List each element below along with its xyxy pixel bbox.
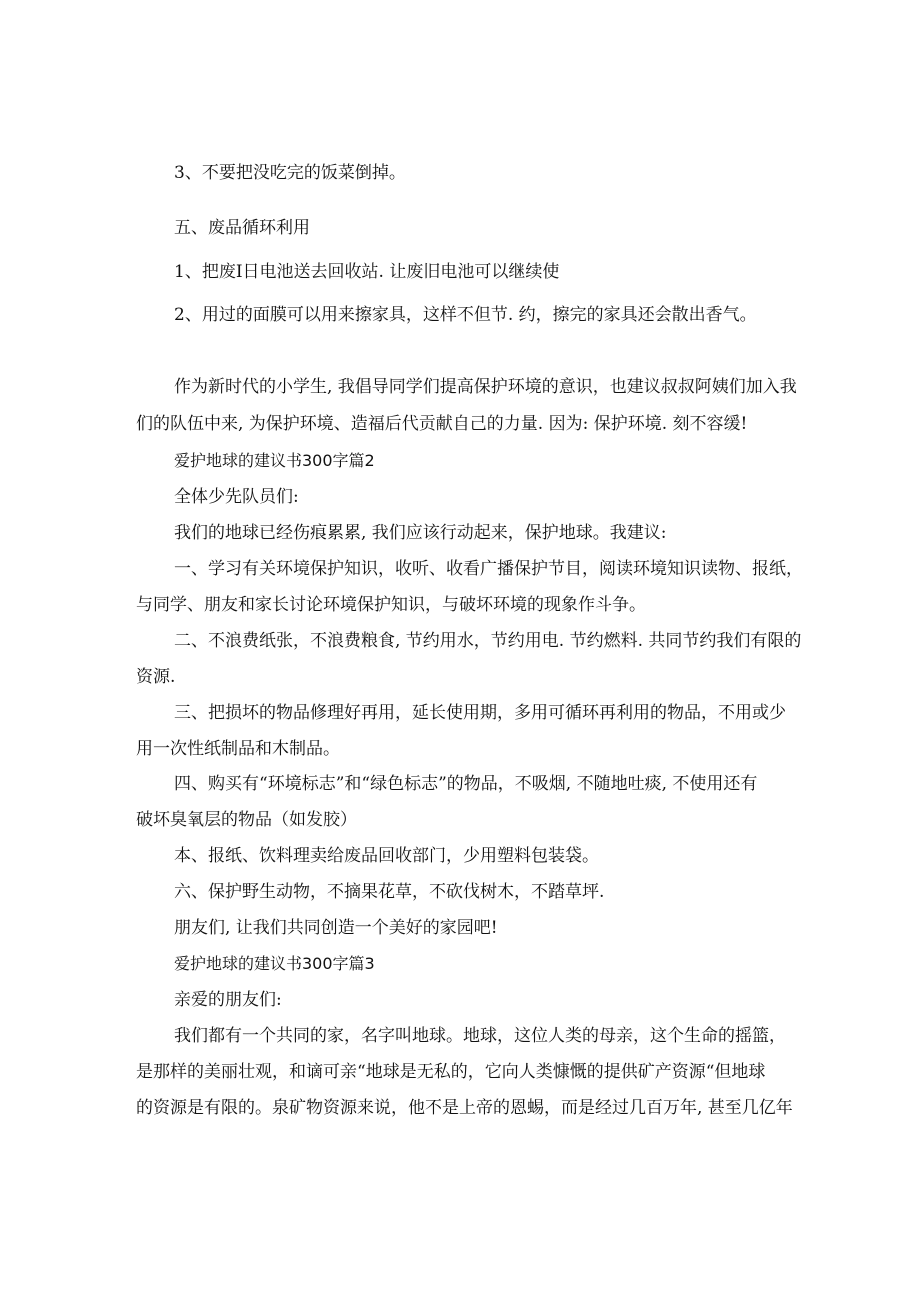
greeting-line-3: 亲爱的朋友们:: [174, 990, 282, 1010]
paragraph-line-17: 破坏臭氧层的物品（如发胶）: [136, 810, 357, 830]
paragraph-line-20: 朋友们, 让我们共同创造一个美好的家园吧!: [174, 918, 498, 938]
paragraph-line-15: 用一次性纸制品和木制品。: [136, 739, 340, 759]
paragraph-line-6: 们的队伍中来, 为保护环境、造福后代贡献自己的力量. 因为: 保护环境. 刻不容缓!: [136, 414, 748, 434]
paragraph-line-10: 一、学习有关环境保护知识，收听、收看广播保护节目，阅读环境知识读物、报纸，: [174, 559, 803, 579]
paragraph-line-12: 二、不浪费纸张，不浪费粮食, 节约用水，节约用电. 节约燃料. 共同节约我们有限的: [174, 631, 802, 651]
text-line-3: 1、把废I日电池送去回收站. 让废旧电池可以继续使: [174, 262, 560, 282]
article-heading-2: 爱护地球的建议书300字篇2: [174, 451, 375, 470]
section-heading-five: 五、废品循环利用: [174, 218, 310, 238]
text-line-4: 2、用过的面膜可以用来擦家具，这样不但节. 约，擦完的家具还会散出香气。: [174, 305, 757, 325]
article-heading-3: 爱护地球的建议书300字篇3: [174, 954, 375, 973]
paragraph-line-14: 三、把损坏的物品修理好再用，延长使用期，多用可循环再利用的物品，不用或少: [174, 703, 786, 723]
paragraph-line-19: 六、保护野生动物，不摘果花草，不砍伐树木，不踏草坪.: [174, 882, 605, 902]
paragraph-line-9: 我们的地球已经伤痕累累, 我们应该行动起来，保护地球。我建议:: [174, 523, 667, 543]
paragraph-line-23: 我们都有一个共同的家，名字叫地球。地球，这位人类的母亲，这个生命的摇篮，: [174, 1026, 786, 1046]
paragraph-line-13: 资源.: [136, 667, 176, 687]
paragraph-line-18: 本、报纸、饮料理卖给废品回收部门，少用塑料包装袋。: [174, 846, 599, 866]
paragraph-line-5: 作为新时代的小学生, 我倡导同学们提高保护环境的意识，也建议叔叔阿姨们加入我: [174, 377, 797, 397]
paragraph-line-16: 四、购买有“环境标志”和“绿色标志”的物品，不吸烟, 不随地吐痰, 不使用还有: [174, 774, 758, 794]
paragraph-line-24: 是那样的美丽壮观，和谪可亲“地球是无私的，它向人类慷慨的提供矿产资源“但地球: [136, 1062, 766, 1082]
paragraph-line-11: 与同学、朋友和家长讨论环境保护知识，与破坏环境的现象作斗争。: [136, 595, 646, 615]
text-line-1: 3、不要把没吃完的饭菜倒掉。: [174, 163, 406, 183]
paragraph-line-25: 的资源是有限的。泉矿物资源来说，他不是上帝的恩蜴，而是经过几百万年, 甚至几亿年: [136, 1098, 793, 1118]
greeting-line-2: 全体少先队员们:: [174, 487, 299, 507]
